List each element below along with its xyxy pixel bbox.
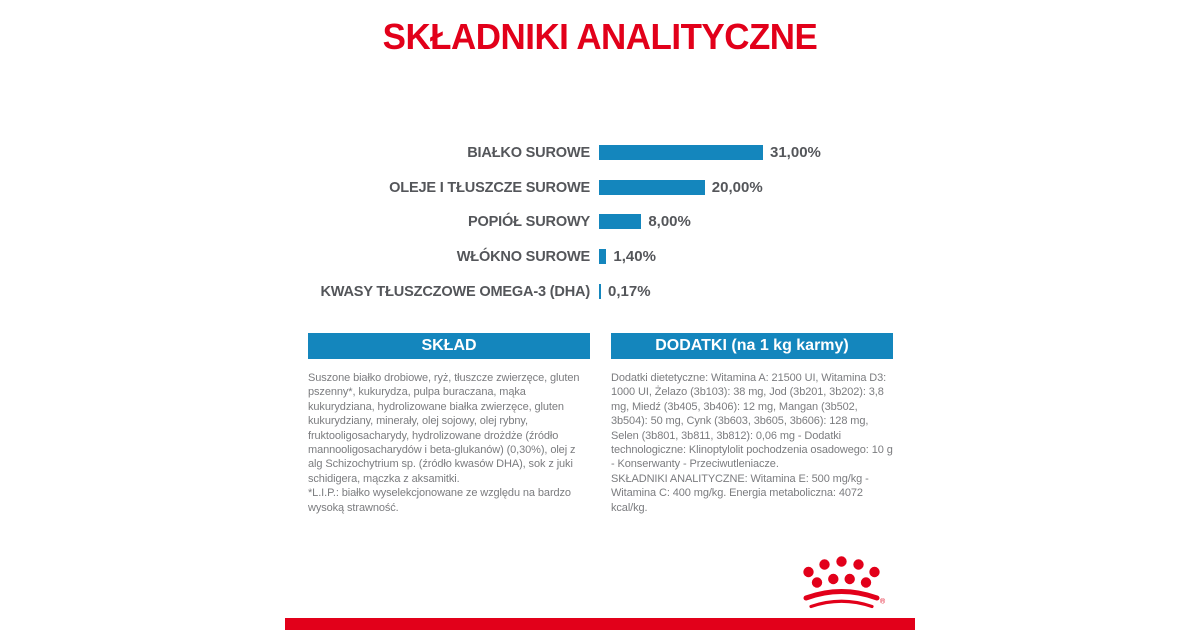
chart-row: [285, 205, 915, 240]
composition-text: Suszone białko drobiowe, ryż, tłuszcze zwierzęce, gluten pszenny*, kukurydza, pulpa buraczana, mąka kukurydziana, hydrolizowane białka zwierzęce, gluten kukurydziany, minerały, olej sojowy, olej rybny, fruktooligosacharydy, hydrolizowane drożdże (źródło mannooligosacharydów i beta-glukanów) (0,30%), olej z alg Schizochytrium sp. (źródło kwasów DHA), sok z juki schidigera, mączka z aksamitki.: [308, 372, 580, 485]
chart-value-label: 31,00%: [770, 143, 821, 161]
page-title: SKŁADNIKI ANALITYCZNE: [382, 16, 818, 57]
composition-footnote: *L.I.P.: białko wyselekcjonowane ze względu na bardzo wysoką strawność.: [308, 487, 571, 514]
chart-value-label: 0,17%: [608, 283, 651, 301]
chart-category-label: KWASY TŁUSZCZOWE OMEGA-3 (DHA): [320, 283, 590, 301]
chart-row: [285, 274, 915, 309]
bottom-accent-bar: [285, 618, 915, 630]
chart-bar: [599, 249, 606, 264]
registered-trademark: ®: [880, 598, 886, 606]
chart-category-label: OLEJE I TŁUSZCZE SUROWE: [389, 178, 590, 196]
chart-row: [285, 170, 915, 205]
chart-category-label: POPIÓŁ SUROWY: [468, 213, 590, 231]
crown-band-lower: [811, 601, 872, 606]
additives-section-header: DODATKI (na 1 kg karmy): [611, 333, 893, 359]
chart-bar: [599, 284, 601, 299]
chart-bar: [599, 214, 641, 229]
chart-row: [285, 239, 915, 274]
chart-category-label: BIAŁKO SUROWE: [467, 143, 590, 161]
additives-text: Dodatki dietetyczne: Witamina A: 21500 UI, Witamina D3: 1000 UI, Żelazo (3b103): 38 mg, Jod (3b201, 3b202): 3,8 mg, Miedź (3b405, 3b406): 12 mg, Mangan (3b502, 3b504): 50 mg, Cynk (3b603, 3b605, 3b606): 128 mg, Selen (3b801, 3b811, 3b812): 0,06 mg - Dodatki technologiczne: Klinoptylolit pochodzenia osadowego: 10 g - Konserwanty - Przeciwutleniacze.: [611, 372, 893, 471]
analytical-constituents-bar-chart: [285, 135, 915, 309]
composition-section-body: [308, 371, 592, 515]
chart-bar: [599, 180, 705, 195]
composition-section-header: SKŁAD: [308, 333, 590, 359]
analytical-constituents-text: SKŁADNIKI ANALITYCZNE: Witamina E: 500 mg/kg - Witamina C: 400 mg/kg. Energia metaboliczna: 4072 kcal/kg.: [611, 472, 869, 514]
chart-value-label: 8,00%: [648, 213, 691, 231]
additives-section-body: [611, 371, 895, 515]
content-area: [285, 0, 915, 630]
crown-dots: [803, 556, 879, 587]
chart-category-label: WŁÓKNO SUROWE: [456, 248, 590, 266]
chart-value-label: 1,40%: [613, 248, 656, 266]
royal-canin-crown-logo: [800, 553, 890, 615]
crown-band-upper: [806, 592, 877, 599]
chart-value-label: 20,00%: [711, 178, 763, 196]
chart-row: [285, 135, 915, 170]
chart-bar: [599, 145, 763, 160]
